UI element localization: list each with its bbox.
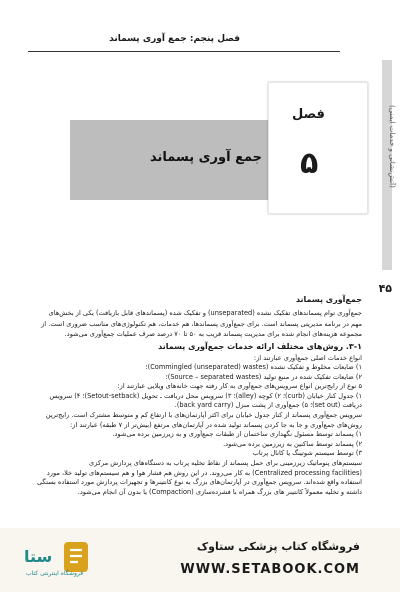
section-heading: جمع‌آوری پسماند bbox=[295, 295, 362, 304]
body-line: روش‌های جمع‌آوری و جا به جا کردن پسماند تولید شده در آپارتمان‌های مرتفع (بیش‌تر از ۷ طبقه) عبارتند از: bbox=[70, 420, 362, 429]
side-text: (آتش‌نشانی و خدمات ایمنی) bbox=[388, 104, 396, 188]
body-line: ۱) جدول کنار خیابان (curb)؛ ۲) کوچه (alley)؛ ۳) سرویس محل دریافت ـ تحویل (Setout-setback)؛ ۴) سرویس bbox=[49, 391, 362, 400]
body-line: ۵ نوع از رایج‌ترین انواع سرویس‌های جمع‌آوری به کار رفته جهت خانه‌های ویلایی عبارتند از: bbox=[117, 382, 362, 391]
body-line: ۲) پسماند توسط ساکنین به زیرزمین برده می‌شود. bbox=[223, 439, 362, 448]
body-lines bbox=[28, 354, 362, 498]
svg-text:ستا: ستا bbox=[24, 547, 53, 566]
main-text bbox=[28, 295, 362, 497]
header-rule bbox=[28, 51, 340, 52]
body-line: ۳) توسط سیستم شوتینگ یا کانال پرتاب bbox=[252, 449, 362, 458]
store-name[interactable]: فروشگاه کتاب پزشکی ستاوک bbox=[196, 540, 360, 553]
chapter-title: جمع آوری پسماند bbox=[150, 150, 263, 165]
intro-line: مجموعه هزینه‌های انجام شده برای مدیریت پسماند قریب به ۵۰ تا ۷۰ درصد صرف عملیات جمع‌آوری می‌شود. bbox=[64, 330, 362, 338]
intro-line: مهم در برنامه مدیریتی پسماند است. برای جمع‌آوری پسماندها، هم خدمات، هم تکنولوژی‌های مناسب ضروری است. از bbox=[41, 319, 362, 328]
body-line: ۱) ضایعات مخلوط و تفکیک نشده (Commingled (unseparated) wastes)؛ bbox=[145, 363, 362, 372]
brand-tagline: فروشگاه اینترنتی کتاب bbox=[26, 570, 84, 577]
chapter-word: فصل bbox=[292, 107, 325, 122]
body-line: سیستم‌های پنوماتیک زیرزمینی برای حمل پسماند از نقاط تخلیه پرتاب به دستگاه‌های پردازش مرکزی bbox=[89, 459, 362, 468]
body-line: ۲) ضایعات تفکیک شده در منبع تولید (Source – separated wastes)؛ bbox=[165, 372, 362, 381]
body-line: ۱) پسماند توسط مسئول نگهداری ساختمان از طبقات جمع‌آوری و به زیرزمین برده می‌شود. bbox=[112, 430, 362, 439]
subheading: ۳-۱. روش‌های مختلف ارائه خدمات جمع‌آوری پسماند bbox=[158, 341, 362, 351]
page-number: ۴۵ bbox=[378, 282, 392, 295]
body-line: (Centralized processing facilities) به کار می‌روند. در این روش هم فشار هوا و هم سیستم‌های تولید خلا، مورد bbox=[46, 468, 362, 477]
body-line: انواع خدمات اصلی جمع‌آوری عبارتند از: bbox=[253, 353, 362, 362]
running-title: فصل پنجم: جمع آوری پسماند bbox=[109, 34, 240, 44]
intro-line: جمع‌آوری توام پسماندهای تفکیک نشده (unseparated) و تفکیک شده (پسماندهای قابل بازیافت) یکی از بخش‌های bbox=[48, 309, 362, 317]
body-line: داشته و تخلیه معمولاً کانتینر های بزرگ همراه با فشرده‌سازی (Compaction) یا بدون آن انجام می‌شود. bbox=[77, 487, 362, 496]
store-url[interactable]: WWW.SETABOOK.COM bbox=[180, 562, 360, 577]
body-line: دریافت (set out)؛ ۵) جمع‌آوری از پشت منزل (back yard carry). bbox=[174, 401, 362, 410]
body-line: استفاده واقع شده‌اند. سرویس جمع‌آوری در آپارتمان‌های بزرگ به نوع کانتینرها و تجهیزات پردازش مورد استفاده بستگی bbox=[36, 478, 362, 487]
body-line: سرویس جمع‌آوری پسماند از کنار جدول خیابان برای اکثر آپارتمان‌های با ارتفاع کم و متوسط مشترک است. رایج‌ترین bbox=[45, 411, 362, 420]
chapter-number: ۵ bbox=[300, 146, 319, 181]
intro-paragraph bbox=[28, 308, 362, 340]
